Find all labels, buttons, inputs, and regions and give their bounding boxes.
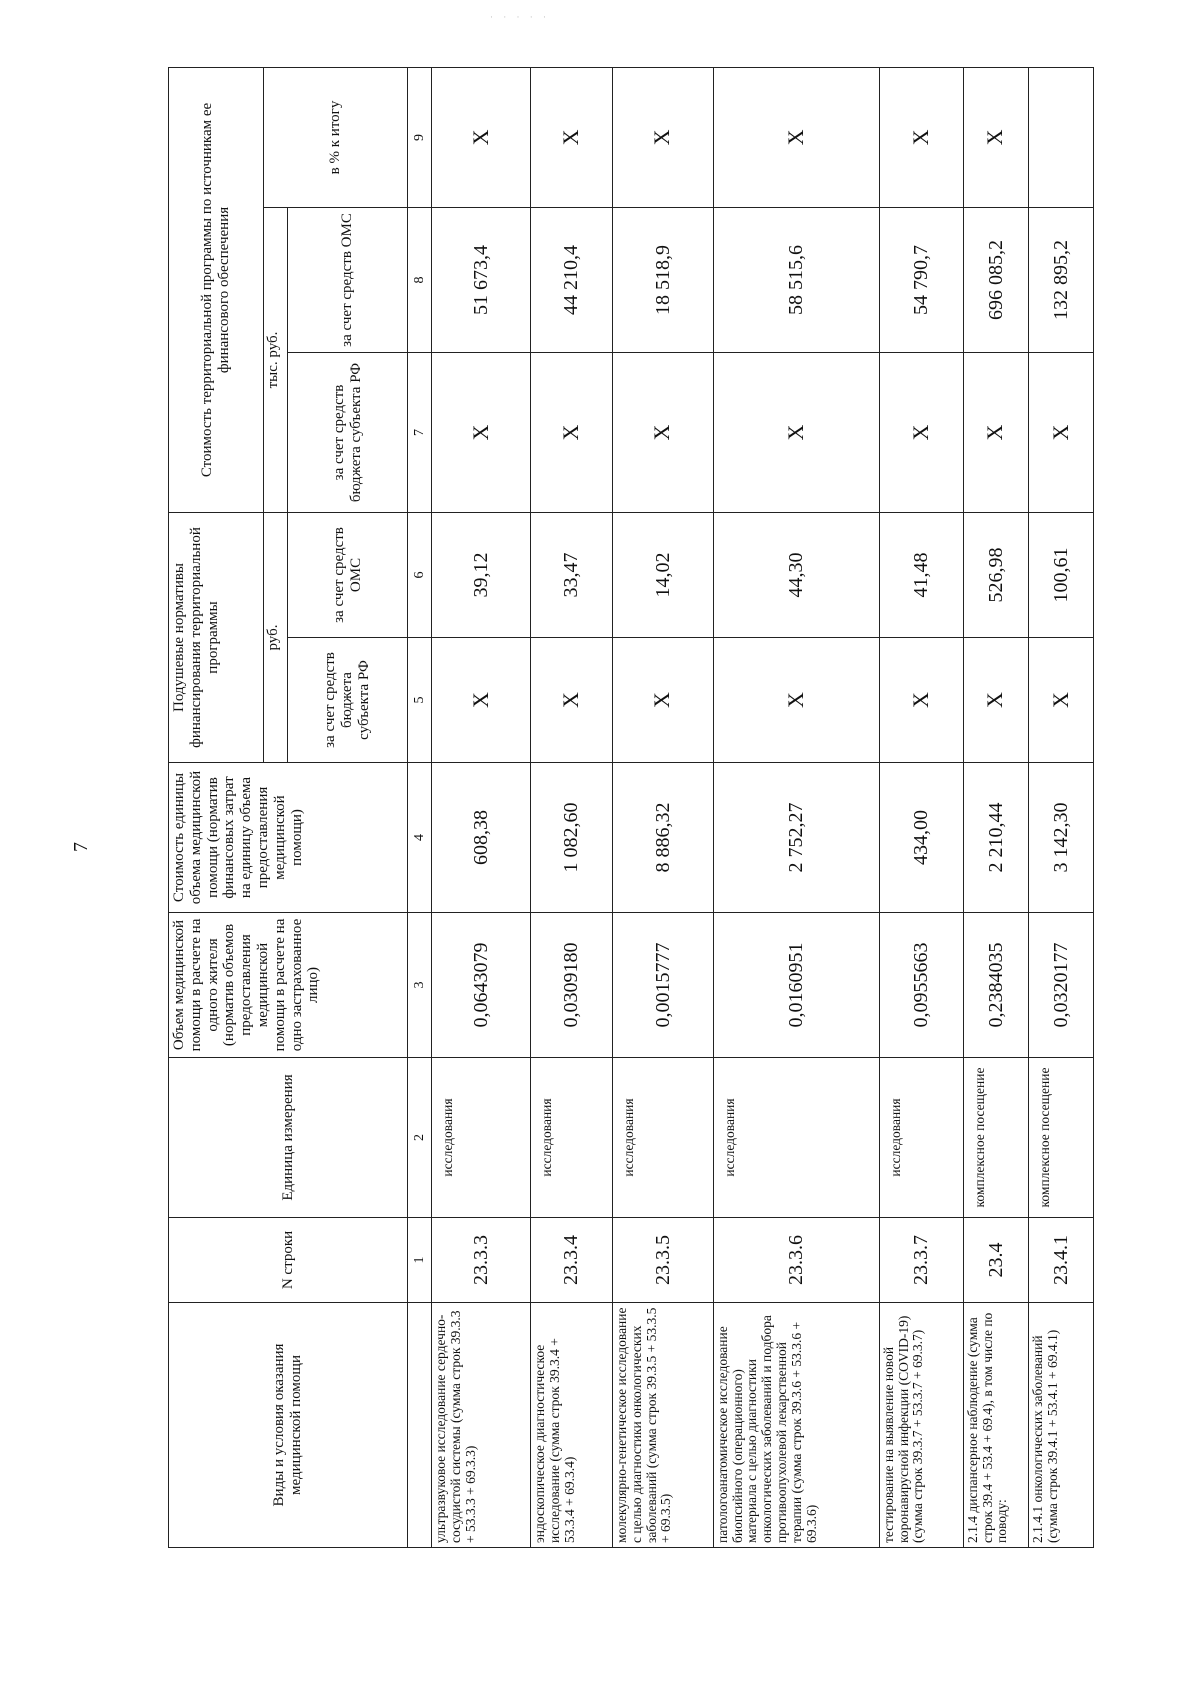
- table-row: [963, 67, 1028, 1547]
- header-col5: за счет средств бюджета субъекта РФ: [288, 638, 408, 763]
- table-row: [1028, 67, 1093, 1547]
- row-budget-norm: X: [530, 638, 612, 763]
- row-oms-norm: 33,47: [530, 512, 612, 637]
- row-volume: 0,0643079: [432, 913, 531, 1058]
- row-name: 2.1.4.1 онкологических заболеваний (сумма строк 39.4.1 + 53.4.1 + 69.4.1): [1028, 1303, 1093, 1548]
- row-unit-cost: 608,38: [432, 763, 531, 913]
- index-cell: 7: [408, 352, 432, 512]
- row-unit: исследования: [530, 1058, 612, 1218]
- row-unit-cost: 2 210,44: [963, 763, 1028, 913]
- row-oms-cost: 54 790,7: [879, 207, 963, 352]
- table-row: [713, 67, 879, 1547]
- scan-artifact: · · · · ·: [490, 12, 550, 22]
- row-unit-cost: 3 142,30: [1028, 763, 1093, 913]
- table-row: [612, 67, 713, 1547]
- row-oms-cost: 132 895,2: [1028, 207, 1093, 352]
- header-group-a-unit: руб.: [264, 512, 288, 762]
- row-percent: X: [612, 67, 713, 207]
- row-volume: 0,0015777: [612, 913, 713, 1058]
- row-unit-cost: 434,00: [879, 763, 963, 913]
- header-col7: за счет средств бюджета субъекта РФ: [288, 352, 408, 512]
- row-name: эндоскопическое диагностическое исследование (сумма строк 39.3.4 + 53.3.4 + 69.3.4): [530, 1303, 612, 1548]
- row-unit: исследования: [432, 1058, 531, 1218]
- row-name: молекулярно-генетическое исследование с целью диагностики онкологических заболеваний (сумма строк 39.3.5 + 53.3.5 + 69.3.5): [612, 1303, 713, 1548]
- row-oms-cost: 58 515,6: [713, 207, 879, 352]
- header-group-a: Подушевые нормативы финансирования территориальной программы: [169, 512, 264, 762]
- row-percent: X: [530, 67, 612, 207]
- row-unit: исследования: [879, 1058, 963, 1218]
- column-index-row: [408, 67, 432, 1547]
- row-oms-norm: 39,12: [432, 512, 531, 637]
- header-col9: в % к итогу: [264, 67, 408, 207]
- row-name: патологоанатомическое исследование биопсийного (операционного) материала с целью диагностики онкологических заболеваний и подбора противоопухолевой лекарственной терапии (сумма строк 39.3.6 + 53.3.6 + 69.3.6): [713, 1303, 879, 1548]
- financing-table: [168, 67, 1094, 1548]
- index-cell: 8: [408, 207, 432, 352]
- page-number: 7: [70, 842, 92, 852]
- row-budget-norm: X: [963, 638, 1028, 763]
- row-name: тестирование на выявление новой коронавирусной инфекции (COVID-19) (сумма строк 39.3.7 + 53.3.7 + 69.3.7): [879, 1303, 963, 1548]
- row-oms-norm: 100,61: [1028, 512, 1093, 637]
- row-budget-cost: X: [612, 352, 713, 512]
- header-group-b-unit: тыс. руб.: [264, 207, 288, 512]
- row-budget-norm: X: [879, 638, 963, 763]
- row-oms-norm: 41,48: [879, 512, 963, 637]
- row-unit: комплексное посещение: [963, 1058, 1028, 1218]
- row-name: ультразвуковое исследование сердечно-сосудистой системы (сумма строк 39.3.3 + 53.3.3 + 69.3.3): [432, 1303, 531, 1548]
- header-col3: Объем медицинской помощи в расчете на одного жителя (норматив объемов предоставления медицинской помощи в расчете на одно застрахованное лицо): [169, 913, 408, 1058]
- index-cell: 2: [408, 1058, 432, 1218]
- row-oms-cost: 696 085,2: [963, 207, 1028, 352]
- row-oms-norm: 14,02: [612, 512, 713, 637]
- row-percent: [1028, 67, 1093, 207]
- index-cell: 3: [408, 913, 432, 1058]
- row-name: 2.1.4 диспансерное наблюдение (сумма строк 39.4 + 53.4 + 69.4), в том числе по поводу:: [963, 1303, 1028, 1548]
- row-unit: исследования: [713, 1058, 879, 1218]
- row-volume: 0,0160951: [713, 913, 879, 1058]
- header-group-b: Стоимость территориальной программы по источникам ее финансового обеспечения: [169, 67, 264, 512]
- index-cell: 1: [408, 1218, 432, 1303]
- row-budget-norm: X: [432, 638, 531, 763]
- row-unit-cost: 8 886,32: [612, 763, 713, 913]
- rotated-table-wrapper: [168, 68, 1094, 1548]
- table-row: [530, 67, 612, 1547]
- row-budget-cost: X: [963, 352, 1028, 512]
- index-cell: 6: [408, 512, 432, 637]
- row-unit: комплексное посещение: [1028, 1058, 1093, 1218]
- row-code: 23.4.1: [1028, 1218, 1093, 1303]
- header-col4: Стоимость единицы объема медицинской помощи (норматив финансовых затрат на единицу объема предоставления медицинской помощи): [169, 763, 408, 913]
- row-volume: 0,2384035: [963, 913, 1028, 1058]
- row-code: 23.3.7: [879, 1218, 963, 1303]
- row-percent: X: [432, 67, 531, 207]
- row-unit: исследования: [612, 1058, 713, 1218]
- row-code: 23.3.4: [530, 1218, 612, 1303]
- header-col6: за счет средств ОМС: [288, 512, 408, 637]
- row-oms-cost: 51 673,4: [432, 207, 531, 352]
- row-unit-cost: 1 082,60: [530, 763, 612, 913]
- row-percent: X: [879, 67, 963, 207]
- row-code: 23.4: [963, 1218, 1028, 1303]
- header-col2: Единица измерения: [169, 1058, 408, 1218]
- index-cell: 5: [408, 638, 432, 763]
- row-code: 23.3.5: [612, 1218, 713, 1303]
- row-unit-cost: 2 752,27: [713, 763, 879, 913]
- row-budget-cost: X: [530, 352, 612, 512]
- row-volume: 0,0320177: [1028, 913, 1093, 1058]
- row-oms-norm: 44,30: [713, 512, 879, 637]
- header-col8: за счет средств ОМС: [288, 207, 408, 352]
- row-percent: X: [963, 67, 1028, 207]
- header-col1: N строки: [169, 1218, 408, 1303]
- index-cell: 4: [408, 763, 432, 913]
- row-percent: X: [713, 67, 879, 207]
- row-budget-norm: X: [713, 638, 879, 763]
- row-budget-norm: X: [1028, 638, 1093, 763]
- index-cell: [408, 1303, 432, 1548]
- header-row: [169, 67, 264, 1547]
- row-code: 23.3.6: [713, 1218, 879, 1303]
- row-budget-cost: X: [1028, 352, 1093, 512]
- row-oms-cost: 44 210,4: [530, 207, 612, 352]
- table-row: [879, 67, 963, 1547]
- row-budget-cost: X: [713, 352, 879, 512]
- row-volume: 0,0309180: [530, 913, 612, 1058]
- index-cell: 9: [408, 67, 432, 207]
- row-oms-cost: 18 518,9: [612, 207, 713, 352]
- table-row: [432, 67, 531, 1547]
- row-oms-norm: 526,98: [963, 512, 1028, 637]
- row-budget-norm: X: [612, 638, 713, 763]
- row-code: 23.3.3: [432, 1218, 531, 1303]
- row-volume: 0,0955663: [879, 913, 963, 1058]
- header-col0: Виды и условия оказания медицинской помощи: [169, 1303, 408, 1548]
- row-budget-cost: X: [432, 352, 531, 512]
- row-budget-cost: X: [879, 352, 963, 512]
